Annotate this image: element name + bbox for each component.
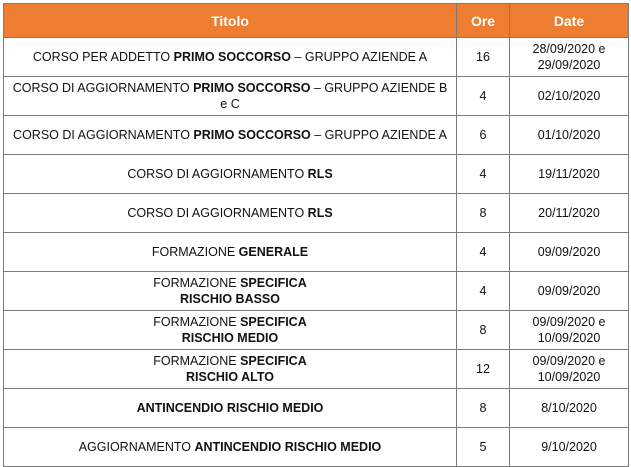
- course-dates: [510, 77, 629, 116]
- course-dates: [510, 350, 629, 389]
- date-line: 01/10/2020: [537, 128, 601, 142]
- title-bold-run: RISCHIO BASSO: [179, 292, 280, 306]
- date-line: 10/09/2020: [537, 370, 601, 384]
- title-text-run: FORMAZIONE: [153, 354, 241, 368]
- table-row: [4, 272, 629, 311]
- course-hours: 6: [457, 116, 510, 155]
- course-dates: [510, 116, 629, 155]
- title-text-run: FORMAZIONE: [153, 276, 241, 290]
- table-row: [4, 428, 629, 467]
- title-text-run: CORSO DI AGGIORNAMENTO: [13, 128, 194, 142]
- title-text-run: CORSO DI AGGIORNAMENTO: [12, 81, 194, 95]
- title-bold-run: ANTINCENDIO RISCHIO MEDIO: [136, 401, 324, 415]
- course-title: [4, 194, 457, 233]
- course-hours: 4: [457, 272, 510, 311]
- table-row: [4, 194, 629, 233]
- title-text-run: – GRUPPO AZIENDE A: [290, 50, 428, 64]
- course-hours: 4: [457, 77, 510, 116]
- table-row: [4, 350, 629, 389]
- column-header-dates: Date: [510, 4, 629, 38]
- courses-table: [3, 3, 629, 467]
- title-bold-run: RLS: [307, 167, 333, 181]
- date-line: 02/10/2020: [537, 89, 601, 103]
- course-title: [4, 389, 457, 428]
- course-dates: [510, 311, 629, 350]
- column-header-title: Titolo: [4, 4, 457, 38]
- course-dates: [510, 233, 629, 272]
- title-bold-run: ANTINCENDIO RISCHIO MEDIO: [194, 440, 382, 454]
- title-line: [10, 291, 450, 307]
- table-row: [4, 233, 629, 272]
- course-title: [4, 77, 457, 116]
- title-bold-run: PRIMO SOCCORSO: [173, 50, 291, 64]
- course-title: [4, 233, 457, 272]
- title-text-run: – GRUPPO AZIENDE B e C: [220, 81, 448, 111]
- table-header-row: [4, 4, 629, 38]
- title-bold-run: SPECIFICA: [240, 315, 307, 329]
- title-text-run: CORSO DI AGGIORNAMENTO: [127, 167, 308, 181]
- title-line: [10, 275, 450, 291]
- table-row: [4, 389, 629, 428]
- title-bold-run: RISCHIO ALTO: [186, 370, 274, 384]
- course-title: [4, 272, 457, 311]
- title-bold-run: SPECIFICA: [240, 276, 307, 290]
- course-dates: [510, 194, 629, 233]
- date-line: 20/11/2020: [538, 206, 600, 220]
- course-title: [4, 428, 457, 467]
- title-text-run: – GRUPPO AZIENDE A: [310, 128, 447, 142]
- title-line: [10, 353, 450, 369]
- title-line: [10, 314, 450, 330]
- course-title: [4, 116, 457, 155]
- title-bold-run: PRIMO SOCCORSO: [193, 81, 311, 95]
- course-hours: 5: [457, 428, 510, 467]
- title-text-run: CORSO PER ADDETTO: [32, 50, 174, 64]
- date-line: 19/11/2020: [538, 167, 600, 181]
- course-hours: 4: [457, 155, 510, 194]
- course-title: [4, 155, 457, 194]
- date-line: 9/10/2020: [541, 440, 597, 454]
- date-line: 28/09/2020 e: [532, 42, 606, 56]
- title-text-run: FORMAZIONE: [153, 315, 241, 329]
- course-hours: 8: [457, 389, 510, 428]
- date-line: 29/09/2020: [537, 58, 601, 72]
- table-row: [4, 116, 629, 155]
- course-dates: [510, 428, 629, 467]
- course-hours: 4: [457, 233, 510, 272]
- course-hours: 8: [457, 194, 510, 233]
- title-bold-run: PRIMO SOCCORSO: [193, 128, 311, 142]
- table-body: [4, 38, 629, 467]
- date-line: 09/09/2020: [537, 284, 601, 298]
- course-hours: 8: [457, 311, 510, 350]
- course-title: [4, 311, 457, 350]
- table-row: [4, 311, 629, 350]
- title-line: [10, 369, 450, 385]
- course-dates: [510, 272, 629, 311]
- course-hours: 16: [457, 38, 510, 77]
- date-line: 8/10/2020: [541, 401, 597, 415]
- course-title: [4, 38, 457, 77]
- table-row: [4, 38, 629, 77]
- title-text-run: CORSO DI AGGIORNAMENTO: [127, 206, 308, 220]
- title-bold-run: RLS: [307, 206, 333, 220]
- date-line: 09/09/2020: [537, 245, 601, 259]
- title-bold-run: GENERALE: [238, 245, 309, 259]
- title-bold-run: RISCHIO MEDIO: [181, 331, 279, 345]
- table-row: [4, 155, 629, 194]
- course-dates: [510, 38, 629, 77]
- date-line: 10/09/2020: [537, 331, 601, 345]
- title-line: [10, 330, 450, 346]
- table-row: [4, 77, 629, 116]
- course-dates: [510, 389, 629, 428]
- title-text-run: FORMAZIONE: [151, 245, 239, 259]
- course-hours: 12: [457, 350, 510, 389]
- course-title: [4, 350, 457, 389]
- date-line: 09/09/2020 e: [532, 315, 606, 329]
- date-line: 09/09/2020 e: [532, 354, 606, 368]
- column-header-hours: Ore: [457, 4, 510, 38]
- title-bold-run: SPECIFICA: [240, 354, 307, 368]
- course-dates: [510, 155, 629, 194]
- title-text-run: AGGIORNAMENTO: [78, 440, 195, 454]
